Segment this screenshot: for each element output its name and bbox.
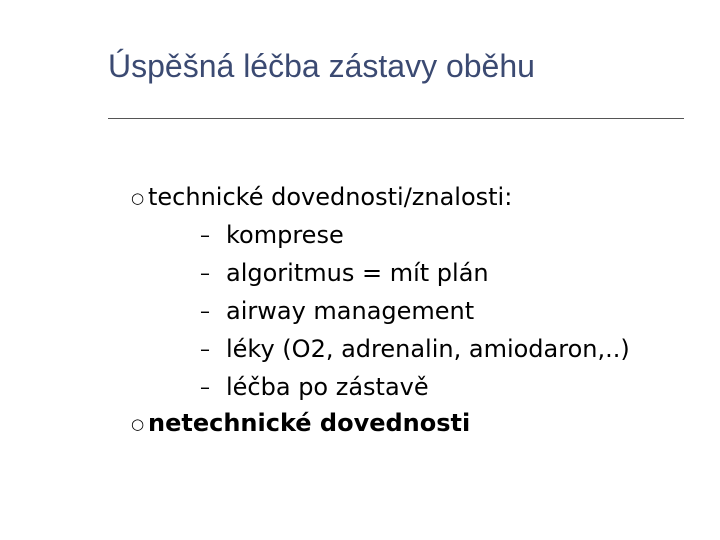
bullet-text: netechnické dovednosti [148, 409, 471, 437]
dash-bullet-icon: – [200, 337, 210, 361]
circle-bullet-icon: ○ [131, 415, 145, 433]
slide-title: Úspěšná léčba zástavy oběhu [108, 48, 535, 84]
dash-bullet-icon: – [200, 299, 210, 323]
sub-item-text: komprese [226, 221, 344, 249]
sub-item-text: léky (O2, adrenalin, amiodaron,..) [226, 335, 630, 363]
circle-bullet-icon: ○ [131, 189, 145, 207]
sub-item-text: algoritmus = mít plán [226, 259, 489, 287]
sub-item-text: airway management [226, 297, 475, 325]
title-divider [108, 118, 684, 119]
bullet-text: technické dovednosti/znalosti: [148, 183, 513, 211]
dash-bullet-icon: – [200, 223, 210, 247]
dash-bullet-icon: – [200, 375, 210, 399]
dash-bullet-icon: – [200, 261, 210, 285]
sub-item-text: léčba po zástavě [226, 373, 429, 401]
